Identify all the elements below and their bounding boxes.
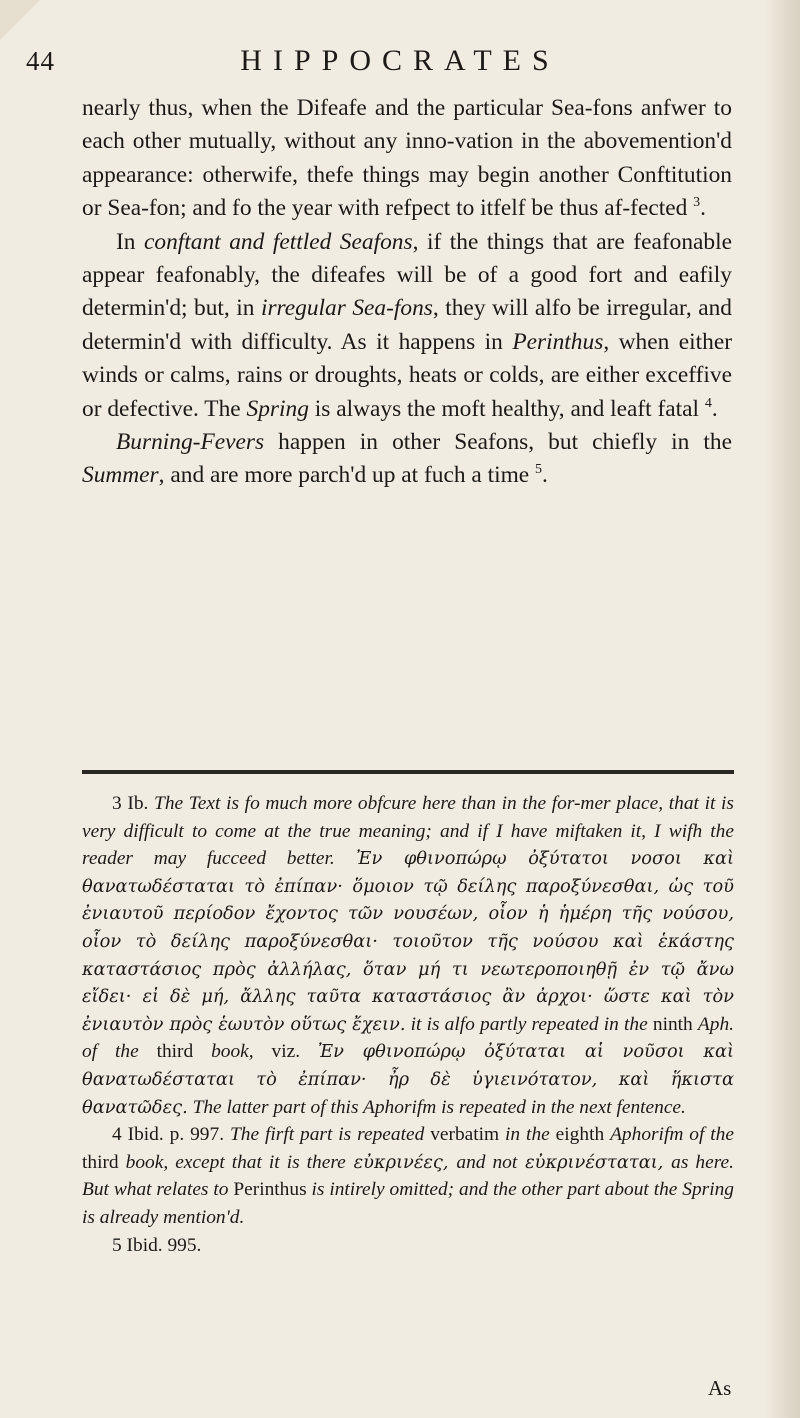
text-run: , and are more parch'd up at fuch a time [158, 462, 536, 489]
text-run: ninth [647, 1013, 698, 1035]
text-run: conftant and fettled Seafons [144, 228, 413, 255]
text-run: as here. But what relates to [82, 1151, 734, 1201]
text-run: Summer [82, 462, 159, 489]
text-run: 4 Ibid. p. 997. [112, 1124, 230, 1146]
paragraph [82, 92, 732, 226]
text-run: . [700, 195, 706, 222]
page-corner [0, 0, 40, 40]
text-run: Aphorifm of the [610, 1124, 734, 1146]
footnote [82, 1121, 734, 1231]
catchword: As [708, 1376, 732, 1400]
text-run: and not [456, 1151, 518, 1173]
text-run: book, [211, 1041, 254, 1063]
text-run: 3 Ib. [112, 793, 155, 814]
text-run: The latter part of this Aphorifm is repeated in the next fentence. [187, 1096, 686, 1118]
text-run: Ἐν φθινοπώρῳ ὀξύταται αἱ νοῦσοι καὶ θανατωδέσταται τὸ ἐπίπαν· ἦρ δὲ ὑγιεινότατον, καὶ ἥκιστα θανατῶδες. [82, 1041, 734, 1118]
footnote [82, 1232, 734, 1260]
text-run: is always the moft healthy, and leaft fatal [308, 395, 705, 422]
text-run: verbatim [424, 1124, 506, 1146]
text-run: third [138, 1041, 212, 1063]
text-run: book, except that it is there [125, 1151, 346, 1173]
text-run: irregular Sea-fons [260, 295, 433, 322]
running-head: HIPPOCRATES [240, 44, 560, 77]
footnote-reference: 5 [535, 462, 543, 478]
text-run: is intirely omitted; and the other part about the Spring is already mention'd. [82, 1179, 734, 1228]
text-run: . [711, 395, 718, 422]
text-run: 5 Ibid. 995. [112, 1234, 202, 1256]
page-edge-shadow [764, 0, 800, 1418]
text-run: Aph. of the [82, 1013, 735, 1063]
footnote-separator-rule [82, 770, 734, 774]
page-number: 44 [26, 46, 55, 76]
paragraph [82, 426, 732, 493]
footnote-reference: 3 [693, 195, 701, 211]
footnote [82, 790, 734, 1121]
text-run: The Text is fo much more obfcure here than in the for-mer place, that it is very difficult to come at the true meaning; and if I have miftaken it, I wifh the reader may fucceed better. [82, 793, 734, 870]
text-run: , if the things that are feafonable appear feafonably, the difeafes will be of a good fort and eafily determin'd; but, in [82, 228, 732, 322]
text-run: . [542, 462, 548, 489]
text-run: eighth [549, 1124, 611, 1146]
text-run: third [82, 1151, 126, 1173]
text-run: εὐκρινέσταται, [517, 1151, 672, 1173]
text-run: it is alfo partly repeated in the [405, 1013, 648, 1035]
main-text [82, 92, 732, 493]
text-run: Spring [246, 395, 309, 422]
text-run: happen in other Seafons, but chiefly in the [264, 429, 732, 456]
text-run: Perinthus [228, 1179, 312, 1201]
text-run: The firft part is repeated [229, 1124, 425, 1146]
text-run: , they will alfo be irregular, and determin'd with difficulty. As it happens in [82, 295, 732, 355]
text-run: in the [505, 1124, 550, 1146]
text-run: nearly thus, when the Difeafe and the particular Sea-fons anfwer to each other mutually, without any inno-vation in the abovemention'd appearance: otherwife, thefe things may begin another Conftitution or Sea-fon; and fo the year with refpect to itfelf be thus af-fected [82, 95, 732, 222]
text-run: εὐκρινέες, [345, 1151, 457, 1173]
text-run: Perinthus [512, 328, 604, 355]
footnote-reference: 4 [704, 395, 712, 411]
paragraph [82, 226, 732, 426]
text-run: Burning-Fevers [116, 429, 265, 456]
text-run: In [116, 228, 145, 255]
text-run: viz. [253, 1041, 318, 1063]
footnotes [82, 790, 734, 1259]
text-run: Ἐν φθινοπώρῳ ὀξύτατοι νοσοι καὶ θανατωδέσταται τὸ ἐπίπαν· ὅμοιον τῷ δείλης παροξύνεσθαι, ὡς τοῦ ἐνιαυτοῦ περίοδον ἔχοντος τῶν νουσέων, οἷον ἡ ἡμέρη τῆς νούσου, οἷον τὸ δείλης παροξύνεσθαι· τοιοῦτον τῆς νούσου καὶ ἑκάστης καταστάσιος πρὸς ἀλλήλας, ὅταν μή τι νεωτεροποιηθῇ ἐν τῷ ἄνω εἴδει· εἰ δὲ μή, ἄλλης ταῦτα καταστάσιος ἂν ἀρχοι· ὥστε καὶ τὸν ἐνιαυτὸν πρὸς ἑωυτὸν οὕτως ἔχειν. [82, 848, 734, 1035]
text-run: , when either winds or calms, rains or droughts, heats or colds, are either exceffive or defective. The [82, 328, 732, 422]
